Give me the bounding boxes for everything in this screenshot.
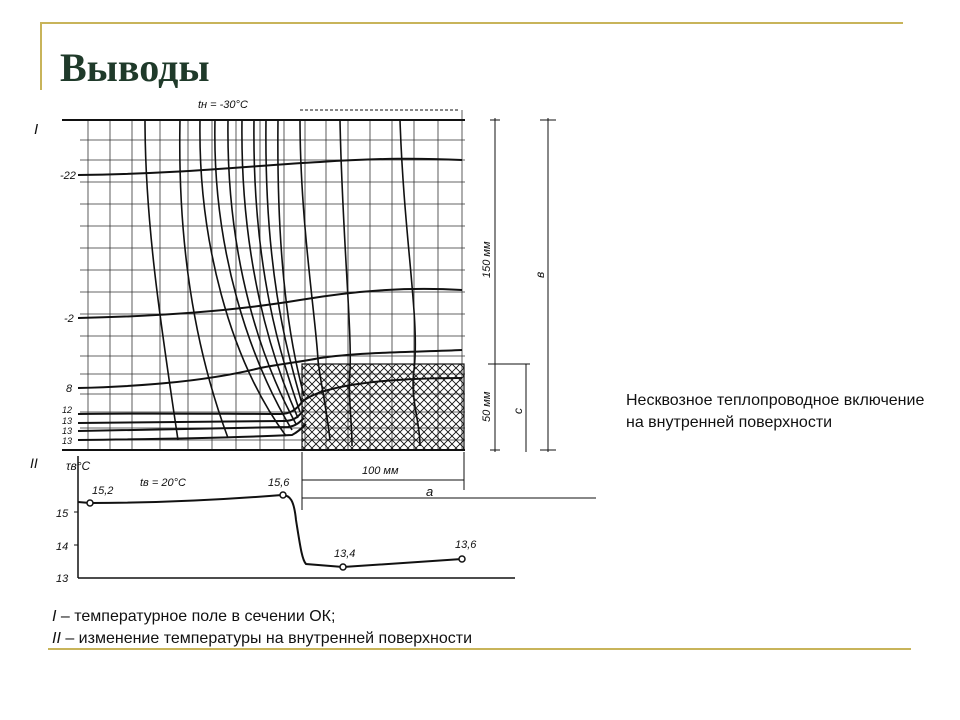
graph-point — [280, 492, 286, 498]
graph-point-label: 13,4 — [334, 548, 356, 560]
graph-inner-temp-label: tв = 20°C — [140, 477, 186, 489]
dim-50-label: 50 мм — [481, 391, 493, 422]
caption-text: – температурное поле в сечении ОК; — [56, 608, 336, 625]
graph-ytick-label: 13 — [56, 573, 69, 585]
inclusion-description: Несквозное теплопроводное включение на внутренней поверхности — [626, 392, 925, 431]
isotherm-label: 8 — [66, 383, 73, 395]
isotherm-label: 13 — [62, 436, 73, 446]
surface-temperature-curve — [78, 495, 462, 567]
caption-line — [52, 628, 472, 650]
dim-c-label: с — [511, 408, 525, 414]
graph-ytick-label: 14 — [56, 541, 69, 553]
caption-numeral: II — [52, 630, 61, 647]
graph-point-label: 13,6 — [455, 539, 477, 551]
isotherm-label: 12 — [62, 405, 73, 415]
isotherm-label: -22 — [60, 170, 76, 182]
part-I-label: I — [34, 121, 39, 138]
slide-title: Выводы — [60, 45, 210, 90]
graph-point — [340, 564, 346, 570]
graph-point-label: 15,6 — [268, 477, 290, 489]
dim-150-label: 150 мм — [481, 241, 493, 278]
caption-numeral: I — [52, 608, 57, 625]
isotherm-label: 13 — [62, 426, 73, 436]
outside-temp-label: tн = -30°C — [198, 99, 248, 111]
caption-text: – изменение температуры на внутренней поверхности — [60, 630, 473, 647]
graph-point — [459, 556, 465, 562]
dim-100-label: 100 мм — [362, 465, 399, 477]
graph-ylabel: τв°С — [66, 459, 91, 473]
isotherm-label: 13 — [62, 416, 73, 426]
figure-captions — [52, 606, 472, 650]
part-II-label: II — [30, 455, 38, 471]
caption-line — [52, 606, 472, 628]
graph-point-label: 15,2 — [92, 485, 114, 497]
isotherm-label: -2 — [64, 313, 74, 325]
dim-a-label: а — [426, 484, 434, 499]
conductive-inclusion — [302, 364, 464, 450]
dim-B-label: в — [533, 271, 547, 278]
graph-ytick-label: 15 — [56, 508, 69, 520]
graph-point — [87, 500, 93, 506]
